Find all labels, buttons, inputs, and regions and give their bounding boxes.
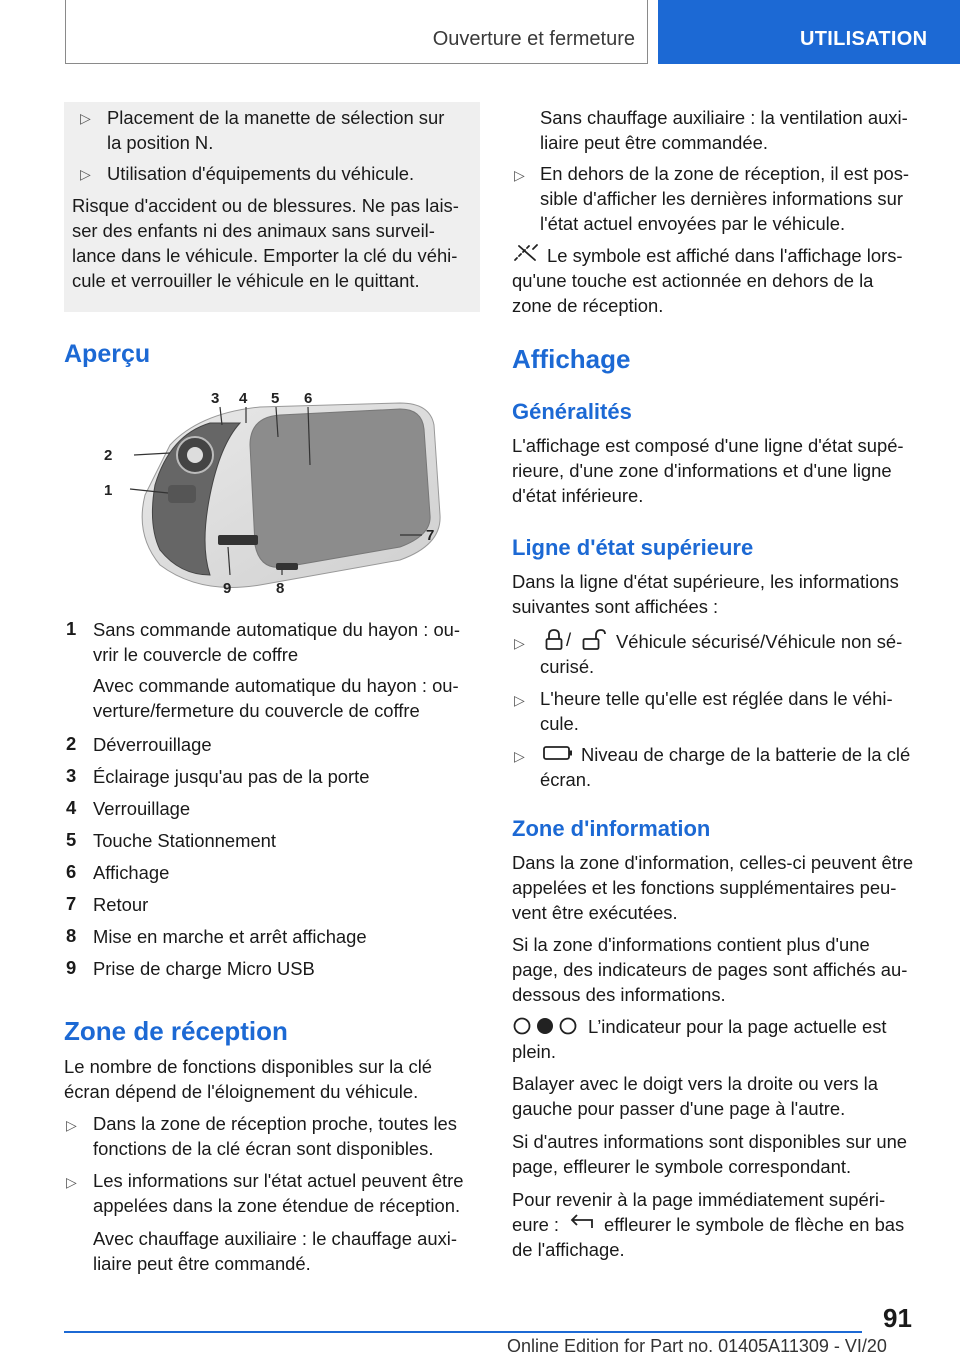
right-top-line: liaire peut être commandée. [540, 132, 768, 153]
zone-info-line: vent être exécutées. [512, 902, 678, 923]
heading-ligne-etat: Ligne d'état supérieure [512, 535, 754, 560]
ligne-bullet-line: L'heure telle qu'elle est réglée dans le véhi- [540, 688, 893, 709]
ligne-bullet-line: écran. [540, 769, 592, 790]
item-text-line: vrir le couvercle de coffre [93, 644, 299, 665]
lock-separator: / [566, 629, 572, 650]
zone-bullet-line: appelées dans la zone étendue de réception. [93, 1195, 461, 1216]
warn-bullet-1 [107, 105, 444, 155]
display-key-illustration [100, 385, 445, 600]
zone-info-text-2 [512, 932, 907, 1007]
page-number: 91 [883, 1303, 912, 1333]
zone-bullet-line: liaire peut être commandé. [93, 1253, 311, 1274]
zone-info-line: page, effleurer le symbole correspondant. [512, 1156, 852, 1177]
bullet-triangle-icon: ▷ [514, 167, 525, 183]
zone-info-text-6c: de l'affichage. [512, 1239, 625, 1260]
figure-callout: 1 [104, 482, 113, 499]
right-top-line: Sans chauffage auxiliaire : la ventilation auxi- [540, 107, 908, 128]
ligne-bullet-line: Niveau de charge de la batterie de la clé [581, 744, 911, 765]
zone-info-text-6a: Pour revenir à la page immédiatement supéri- [512, 1189, 886, 1210]
ligne-text [512, 569, 899, 619]
generalites-line: d'état inférieure. [512, 485, 644, 506]
item-number: 8 [66, 925, 77, 946]
item-text-line: Avec commande automatique du hayon : ou- [93, 675, 459, 696]
warn-text-line: ser des enfants ni des animaux sans surveil- [72, 220, 435, 241]
ligne-bullet-1 [540, 629, 940, 679]
zone-info-line: plein. [512, 1041, 556, 1062]
bullet-triangle-icon: ▷ [514, 635, 525, 651]
item-text [93, 617, 460, 667]
ligne-bullet-line: Véhicule sécurisé/Véhicule non sé- [616, 631, 903, 652]
zone-info-line: page, des indicateurs de pages sont affichés au- [512, 959, 908, 980]
warn-bullet-1-line-2: la position N. [107, 132, 214, 153]
zone-bullet-2-extra [93, 1226, 457, 1276]
figure-callout: 7 [426, 527, 435, 544]
zone-info-text-6b-post: effleurer le symbole de flèche en bas [604, 1214, 905, 1235]
figure-callout: 8 [276, 580, 285, 597]
zone-info-line: L’indicateur pour la page actuelle est [588, 1016, 887, 1037]
ligne-bullet-2 [540, 686, 893, 736]
zone-bullet-1 [93, 1111, 457, 1161]
generalites-line: rieure, d'une zone d'informations et d'une ligne [512, 460, 892, 481]
zone-bullet-line: Avec chauffage auxiliaire : le chauffage auxi- [93, 1228, 457, 1249]
warn-text-line: Risque d'accident ou de blessures. Ne pas lais- [72, 195, 459, 216]
outside-line: sible d'afficher les dernières informations sur [540, 188, 903, 209]
zone-info-line: Si la zone d'informations contient plus d'une [512, 934, 870, 955]
item-text: Verrouillage [93, 798, 191, 819]
warning-box [64, 102, 480, 312]
heading-zone-reception: Zone de réception [64, 1016, 288, 1046]
item-text: Touche Stationnement [93, 830, 277, 851]
zone-intro-line: écran dépend de l'éloignement du véhicule. [64, 1081, 419, 1102]
ligne-bullet-line: cule. [540, 713, 579, 734]
zone-info-line: Si d'autres informations sont disponibles sur une [512, 1131, 908, 1152]
zone-intro [64, 1054, 432, 1104]
item-number: 2 [66, 733, 77, 754]
warn-text-line: cule et verrouiller le véhicule en le quittant. [72, 270, 420, 291]
chapter-tab[interactable] [658, 0, 960, 64]
figure-callout: 2 [104, 447, 113, 464]
edition-text: Online Edition for Part no. 01405A11309 - VI/20 [507, 1336, 887, 1356]
back-arrow-icon [570, 1213, 596, 1231]
ligne-bullet-3 [540, 742, 940, 792]
zone-info-line: appelées et les fonctions supplémentaires peu- [512, 877, 897, 898]
heading-zone-information: Zone d'information [512, 816, 711, 841]
figure-callout: 3 [211, 390, 220, 407]
zone-bullet-line: Dans la zone de réception proche, toutes les [93, 1113, 457, 1134]
item-number: 7 [66, 893, 77, 914]
bullet-triangle-icon: ▷ [514, 748, 525, 764]
item-text: Éclairage jusqu'au pas de la porte [93, 766, 370, 787]
item-number: 5 [66, 829, 77, 850]
zone-bullet-2 [93, 1168, 464, 1218]
zone-intro-line: Le nombre de fonctions disponibles sur la clé [64, 1056, 433, 1077]
outside-line: l'état actuel envoyées par le véhicule. [540, 213, 846, 234]
zone-info-text-3 [512, 1014, 932, 1064]
figure-callout: 9 [223, 580, 232, 597]
item-number: 3 [66, 765, 77, 786]
generalites-text [512, 433, 904, 508]
heading-apercu: Aperçu [64, 340, 151, 368]
symbol-text [512, 243, 932, 318]
ligne-line: Dans la ligne d'état supérieure, les informations [512, 571, 899, 592]
zone-info-line: dessous des informations. [512, 984, 726, 1005]
bullet-triangle-icon: ▷ [66, 1117, 77, 1133]
item-text-line: verture/fermeture du couvercle de coffre [93, 700, 420, 721]
heading-affichage: Affichage [512, 344, 631, 374]
chapter-tab-label: UTILISATION [800, 28, 928, 50]
warn-text [72, 193, 459, 293]
warn-bullet-1-line-1: Placement de la manette de sélection sur [107, 107, 445, 128]
figure-callout: 6 [304, 390, 313, 407]
right-top-text [540, 105, 908, 155]
bullet-triangle-icon: ▷ [80, 110, 91, 126]
item-number: 1 [66, 618, 77, 639]
zone-bullet-line: Les informations sur l'état actuel peuvent être [93, 1170, 464, 1191]
zone-info-line: gauche pour passer d'une page à l'autre. [512, 1098, 846, 1119]
symbol-text-line: Le symbole est affiché dans l'affichage lors- [547, 245, 903, 266]
item-text: Mise en marche et arrêt affichage [93, 926, 367, 947]
zone-info-line: Dans la zone d'information, celles-ci peuvent être [512, 852, 914, 873]
zone-info-text-6b-pre: eure : [512, 1214, 560, 1235]
item-text [93, 673, 459, 723]
ligne-line: suivantes sont affichées : [512, 596, 719, 617]
page-header [0, 0, 960, 66]
item-text: Affichage [93, 862, 170, 883]
warn-bullet-2: Utilisation d'équipements du véhicule. [107, 163, 415, 184]
warn-text-line: lance dans le véhicule. Emporter la clé du véhi- [72, 245, 458, 266]
section-box [65, 0, 648, 64]
symbol-text-line: zone de réception. [512, 295, 664, 316]
figure-callout: 4 [239, 390, 248, 407]
zone-info-text-4 [512, 1071, 878, 1121]
outside-line: En dehors de la zone de réception, il est pos- [540, 163, 910, 184]
symbol-text-line: qu'une touche est actionnée en dehors de la [512, 270, 874, 291]
bullet-triangle-icon: ▷ [80, 166, 91, 182]
outside-bullet [540, 161, 909, 236]
item-number: 4 [66, 797, 77, 818]
item-number: 9 [66, 957, 77, 978]
item-text: Déverrouillage [93, 734, 212, 755]
footer-divider [64, 1331, 862, 1333]
item-text-line: Sans commande automatique du hayon : ou- [93, 619, 461, 640]
item-number: 6 [66, 861, 77, 882]
zone-info-text-1 [512, 850, 913, 925]
zone-bullet-line: fonctions de la clé écran sont disponibles. [93, 1138, 434, 1159]
bullet-triangle-icon: ▷ [514, 692, 525, 708]
zone-info-line: Balayer avec le doigt vers la droite ou vers la [512, 1073, 878, 1094]
zone-info-text-5 [512, 1129, 907, 1179]
heading-generalites: Généralités [512, 399, 632, 424]
section-title: Ouverture et fermeture [432, 28, 635, 50]
item-text: Retour [93, 894, 149, 915]
generalites-line: L'affichage est composé d'une ligne d'état supé- [512, 435, 904, 456]
ligne-bullet-line: curisé. [540, 656, 595, 677]
item-text: Prise de charge Micro USB [93, 958, 315, 979]
figure-callout: 5 [271, 390, 280, 407]
bullet-triangle-icon: ▷ [66, 1174, 77, 1190]
